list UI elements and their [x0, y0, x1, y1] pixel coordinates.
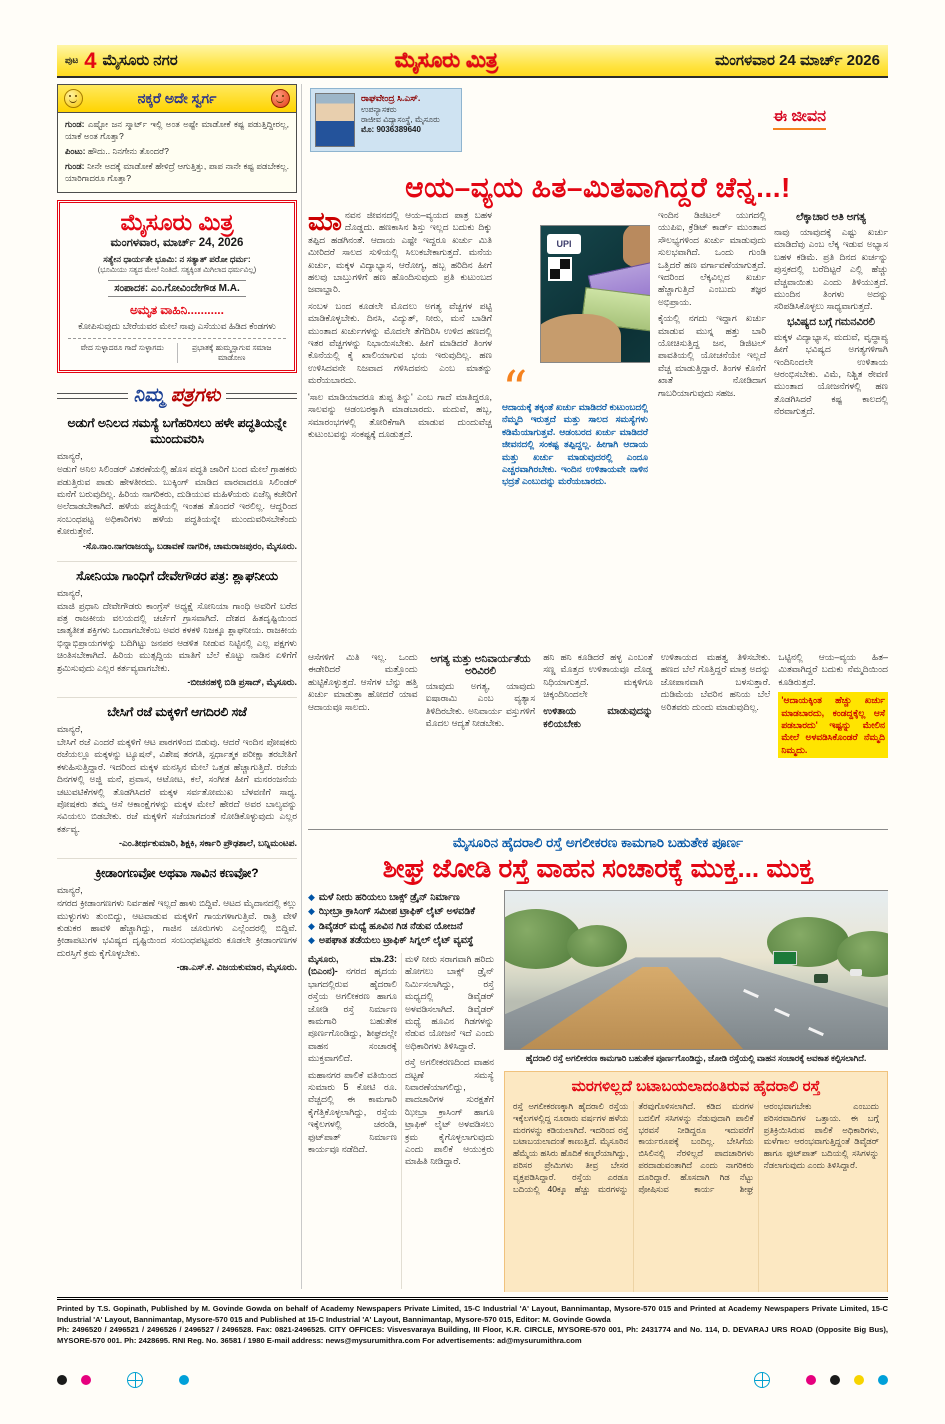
masthead-date: ಮಂಗಳವಾರ, ಮಾರ್ಚ್ 24, 2026 — [110, 237, 244, 250]
bullet-item — [308, 921, 494, 933]
page-number-block — [65, 47, 178, 73]
diamond-bullet-icon: ◆ — [308, 935, 315, 946]
letter-title: ಕ್ರೀಡಾಂಗಣವೋ ಅಥವಾ ಸಾವಿನ ಕಣವೋ? — [95, 866, 259, 881]
tree — [837, 931, 888, 977]
pull-quote-text: ಆದಾಯಕ್ಕೆ ತಕ್ಕಂತೆ ಖರ್ಚು ಮಾಡಿದರೆ ಕುಟುಂಬದಲ್ಲಿ ನೆಮ್ಮದಿ ಇರುತ್ತದೆ ಮತ್ತು ಸಾಲದ ಸಮಸ್ಯೆಗಳು ಕಡಿಮೆಯಾಗುತ್ತವೆ. ಆಡಂಬರದ ಖರ್ಚು ಮಾಡಿದರೆ ಜೀವನದಲ್ಲಿ ಸಂಕಷ್ಟ ತಪ್ಪಿದ್ದಲ್ಲ. ಹೀಗಾಗಿ ಆದಾಯ ಮತ್ತು ಖರ್ಚು ಮಾಡುವುದರಲ್ಲಿ ಎಂದೂ ಎಚ್ಚರವಾಗಿರಬೇಕು. ಇಂದಿನ ಉಳಿತಾಯವೇ ನಾಳಿನ ಭದ್ರತೆ ಎಂಬುದನ್ನು ಮರೆಯಬಾರದು. — [502, 402, 648, 487]
page-word: ಪುಟ — [65, 55, 79, 65]
newspaper-name: ಮೈಸೂರು ಮಿತ್ರ — [120, 209, 234, 236]
road-article-headline: ಶೀಘ್ರ ಜೋಡಿ ರಸ್ತೆ ವಾಹನ ಸಂಚಾರಕ್ಕೆ ಮುಕ್ತ... ಮುಕ್ತ — [382, 853, 814, 883]
letter-signature: -ಸೊ.ನಾಂ.ನಾಗರಾಜಯ್ಯ, ಬಡಾವಣೆ ನಾಗರಿಕ, ಚಾಮರಾಜಪುರಂ, ಮೈಸೂರು. — [82, 540, 297, 551]
joke-line-text: ನೀನೇ ಅದಕ್ಕೆ ಮಾಡೋಕೆ ಹೇಳಿದ್ರೆ ಆಗುತ್ತಿತ್ತು, ಪಾಪ ನಾನೇ ಕಷ್ಟ ಪಡಬೇಕಲ್ಲ. ಯಾರಿಗಾದರೂ ಗೊತ್ತಾ? — [65, 161, 290, 184]
dateline: ಮೈಸೂರು, ಮಾ.23:(ಬಿಎಂನ)- — [308, 953, 397, 977]
article-paragraph: 'ಸಾಲ ಮಾಡಿಯಾದರೂ ತುಪ್ಪ ತಿನ್ನು' ಎಂಬ ಗಾದೆ ಮಾತಿದ್ದರೂ, ಸಾಲವನ್ನು ಆಡಂಬರಕ್ಕಾಗಿ ಮಾಡಬಾರದು. ಮದುವೆ, ಹಬ್ಬ, ಸಮಾರಂಭಗಳಲ್ಲಿ ತೋರಿಕೆಗಾಗಿ ಮಾಡುವ ದುಂದುವೆಚ್ಚ ಕುಟುಂಬವನ್ನು ಸಂಕಷ್ಟಕ್ಕೆ ದೂಡುತ್ತದೆ. — [308, 391, 492, 439]
letter-salutation: ಮಾನ್ಯರೆ, — [57, 451, 83, 462]
reader-letter — [57, 697, 297, 849]
author-meta — [361, 93, 440, 147]
registration-dot-cyan — [179, 1375, 189, 1385]
road-article-kicker: ಮೈಸೂರಿನ ಹೈದರಾಲಿ ರಸ್ತೆ ಅಗಲೀಕರಣ ಕಾಮಗಾರಿ ಬಹುತೇಕ ಪೂರ್ಣ — [452, 835, 744, 850]
life-article-header — [308, 84, 888, 170]
paragraph-text: ನಗರದ ಹೃದಯ ಭಾಗದಲ್ಲಿರುವ ಹೈದರಾಲಿ ರಸ್ತೆಯ ಅಗಲೀಕರಣ ಹಾಗೂ ಜೋಡಿ ರಸ್ತೆ ನಿರ್ಮಾಣ ಕಾಮಗಾರಿ ಬಹುತೇಕ ಪೂರ್ಣಗೊಂಡಿದ್ದು, ಶೀಘ್ರದಲ್ಲೇ ವಾಹನ ಸಂಚಾರಕ್ಕೆ ಮುಕ್ತವಾಗಲಿದೆ. — [308, 966, 397, 1064]
registration-dot-black — [57, 1375, 67, 1385]
author-name: ರಾಘವೇಂದ್ರ ಸಿ.ಎಸ್. — [361, 93, 421, 103]
column-divider — [301, 84, 302, 1289]
joke-line — [65, 145, 289, 157]
subhead-ulitaya: ಉಳಿತಾಯ ಮಾಡುವುದನ್ನು ಕಲಿಯಬೇಕು — [543, 705, 653, 730]
joke-box-header — [58, 85, 296, 113]
article-paragraph: ಇಂದಿನ ಡಿಜಿಟಲ್ ಯುಗದಲ್ಲಿ ಯುಪಿಐ, ಕ್ರೆಡಿಟ್ ಕಾರ್ಡ್ ಮುಂತಾದ ಸೌಲಭ್ಯಗಳಿಂದ ಖರ್ಚು ಮಾಡುವುದು ಸುಲಭವಾಗಿದೆ. ಒಂದು ಗುಂಡಿ ಒತ್ತಿದರೆ ಹಣ ವರ್ಗಾವಣೆಯಾಗುತ್ತದೆ. ಇದರಿಂದ ಲೆಕ್ಕವಿಲ್ಲದ ಖರ್ಚು ಹೆಚ್ಚಾಗುತ್ತಿದೆ ಎಂಬುದು ತಜ್ಞರ ಅಭಿಪ್ರಾಯ. — [658, 210, 766, 307]
article-paragraph — [308, 209, 492, 296]
letter-title: ಬೇಸಿಗೆ ರಜೆ ಮಕ್ಕಳಿಗೆ ಆಗದಿರಲಿ ಸಜೆ — [107, 704, 247, 719]
proverb-right: ಪ್ರಭಾತಕ್ಕೆ ಹುಮ್ಮಸ್ಸಾಗುವ ಸಮಾಜ ಮಾಡೋಣ — [177, 343, 287, 363]
joke-line — [65, 118, 289, 142]
subhead-agatya: ಅಗತ್ಯ ಮತ್ತು ಅನಿವಾರ್ಯತೆಯ ಅರಿವಿರಲಿ — [430, 654, 531, 677]
bullet-text: ಮಳೆ ನೀರು ಹರಿಯಲು ಬಾಕ್ಸ್ ಡ್ರೈನ್ ನಿರ್ಮಾಣ — [318, 892, 460, 903]
car — [850, 969, 862, 976]
letter-body: ನಗರದ ಕ್ರೀಡಾಂಗಣಗಳು ನಿರ್ವಹಣೆ ಇಲ್ಲದೆ ಹಾಳು ಬಿದ್ದಿವೆ. ಆಟದ ಮೈದಾನದಲ್ಲಿ ಕಲ್ಲು ಮುಳ್ಳುಗಳು ತುಂಬಿದ್ದು, ಆಟವಾಡುವ ಮಕ್ಕಳಿಗೆ ಗಾಯಗಳಾಗುತ್ತಿವೆ. ರಾತ್ರಿ ವೇಳೆ ಕುಡುಕರ ಹಾವಳಿ ಹೆಚ್ಚಾಗಿದ್ದು, ಗಾಜಿನ ಚೂರುಗಳು ಎಲ್ಲೆಂದರಲ್ಲಿ ಬಿದ್ದಿವೆ. ಕ್ರೀಡಾಪಟುಗಳ ಭವಿಷ್ಯದ ದೃಷ್ಟಿಯಿಂದ ಸಂಬಂಧಪಟ್ಟವರು ಕೂಡಲೇ ಕ್ರೀಡಾಂಗಣಗಳ ದುರಸ್ತಿಗೆ ಕ್ರಮ ಕೈಗೊಳ್ಳಬೇಕು. — [57, 898, 297, 958]
letter-title: ಅಡುಗೆ ಅನಿಲದ ಸಮಸ್ಯೆ ಬಗೆಹರಿಸಲು ಹಳೇ ಪದ್ಧತಿಯನ್ನೇ ಮುಂದುವರಿಸಿ — [67, 416, 287, 447]
life-article-body-top — [308, 209, 888, 647]
registration-dot-magenta — [806, 1375, 816, 1385]
registration-marks-left — [57, 1372, 189, 1388]
letters-header-word2: ಪತ್ರಗಳು — [170, 385, 221, 407]
laughing-figure-icon — [271, 89, 290, 108]
masthead-box — [57, 200, 297, 373]
road-signboard — [773, 951, 797, 965]
registration-dot-cyan — [878, 1375, 888, 1385]
letter-body: ಅಡುಗೆ ಅನಿಲ ಸಿಲಿಂಡರ್ ವಿತರಣೆಯಲ್ಲಿ ಹೊಸ ಪದ್ಧತಿ ಜಾರಿಗೆ ಬಂದ ಮೇಲೆ ಗ್ರಾಹಕರು ಪಡುತ್ತಿರುವ ಪಾಡು ಹೇಳತೀರದು. ಬುಕ್ಕಿಂಗ್ ಮಾಡಿದ ವಾರವಾದರೂ ಸಿಲಿಂಡರ್ ಮನೆಗೆ ಬರುವುದಿಲ್ಲ. ಹಿರಿಯ ನಾಗರಿಕರು, ದುಡಿಯುವ ಮಹಿಳೆಯರು ಏಜೆನ್ಸಿ ಕಚೇರಿಗೆ ಅಲೆದಾಡಬೇಕಾಗಿದೆ. ಹಳೆಯ ಪದ್ಧತಿಯಲ್ಲಿ ಇಂತಹ ತೊಂದರೆ ಇರಲಿಲ್ಲ. ಆದ್ದರಿಂದ ಸಂಬಂಧಪಟ್ಟ ಅಧಿಕಾರಿಗಳು ಹಳೆಯ ಪದ್ಧತಿಯನ್ನೇ ಮುಂದುವರಿಸಬೇಕೆಂದು ಕೋರುತ್ತೇನೆ. — [57, 464, 297, 537]
hand-giving-money — [623, 225, 650, 268]
article-column — [543, 651, 653, 823]
tree-loss-box — [504, 1071, 888, 1292]
letter-body: ಬೇಸಿಗೆ ರಜೆ ಎಂದರೆ ಮಕ್ಕಳಿಗೆ ಆಟ ಪಾಠಗಳಿಂದ ಬಿಡುವು. ಆದರೆ ಇಂದಿನ ಪೋಷಕರು ರಜೆಯಲ್ಲೂ ಮಕ್ಕಳನ್ನು ಟ್ಯೂಷನ್, ವಿಶೇಷ ತರಗತಿ, ಸ್ಪರ್ಧಾತ್ಮಕ ಪರೀಕ್ಷಾ ತರಬೇತಿಗೆ ಕಳುಹಿಸುತ್ತಿದ್ದಾರೆ. ಇದರಿಂದ ಮಕ್ಕಳ ಮನಸ್ಸಿನ ಮೇಲೆ ಒತ್ತಡ ಹೆಚ್ಚಾಗುತ್ತಿದೆ. ರಜೆಯ ದಿನಗಳಲ್ಲಿ ಅಜ್ಜಿ ಮನೆ, ಪ್ರವಾಸ, ಆಟೋಟ, ಕಲೆ, ಸಂಗೀತ ಹೀಗೆ ಮನರಂಜನೆಯ ಚಟುವಟಿಕೆಗಳಲ್ಲಿ ತೊಡಗಿಸಿದರೆ ಮಕ್ಕಳ ಸರ್ವತೋಮುಖ ಬೆಳವಣಿಗೆ ಸಾಧ್ಯ. ಪೋಷಕರು ತಮ್ಮ ಆಸೆ ಆಕಾಂಕ್ಷೆಗಳನ್ನು ಮಕ್ಕಳ ಮೇಲೆ ಹೇರದೆ ಅವರ ಬಾಲ್ಯವನ್ನು ಸವಿಯಲು ಬಿಡಬೇಕು. ರಜೆ ಮಕ್ಕಳಿಗೆ ಸಜೆಯಾಗದಂತೆ ನೋಡಿಕೊಳ್ಳುವುದು ಎಲ್ಲರ ಕರ್ತವ್ಯ. — [57, 736, 297, 834]
article-paragraph: ನಾವು ಯಾವುದಕ್ಕೆ ಎಷ್ಟು ಖರ್ಚು ಮಾಡಿದೆವು ಎಂಬ ಲೆಕ್ಕ ಇಡುವ ಅಭ್ಯಾಸ ಬಹಳ ಕಡಿಮೆ. ಪ್ರತಿ ದಿನದ ಖರ್ಚನ್ನು ಪುಸ್ತಕದಲ್ಲಿ ಬರೆದಿಟ್ಟರೆ ಎಲ್ಲಿ ಹೆಚ್ಚು ವೆಚ್ಚವಾಯಿತು ಎಂದು ತಿಳಿಯುತ್ತದೆ. ಮುಂದಿನ ತಿಂಗಳು ಅದನ್ನು ಸರಿಪಡಿಸಿಕೊಳ್ಳಲು ಸಾಧ್ಯವಾಗುತ್ತದೆ. — [774, 227, 888, 312]
road-article-right — [504, 890, 888, 1292]
article-paragraph: ಯಾವುದು ಅಗತ್ಯ, ಯಾವುದು ಐಷಾರಾಮಿ ಎಂಬ ವ್ಯತ್ಯಾಸ ತಿಳಿದಿರಬೇಕು. ಅನಿವಾರ್ಯ ವಸ್ತುಗಳಿಗೆ ಮೊದಲ ಆದ್ಯತೆ ನೀಡಬೇಕು. — [425, 681, 536, 729]
joke-speaker: ಪಿಂಟು: — [65, 146, 86, 157]
masthead-foot — [68, 338, 286, 363]
article-column — [308, 651, 418, 823]
motto-sanskrit: ಸತ್ಯೇನ ಧಾರ್ಯತೇ ಭೂಮಿ: ನ ಸತ್ಯಾತ್ ಪರೋ ಧರ್ಮ: — [103, 254, 251, 265]
article-paragraph: ಮಕ್ಕಳ ವಿದ್ಯಾಭ್ಯಾಸ, ಮದುವೆ, ವೃದ್ಧಾಪ್ಯ ಹೀಗೆ ಭವಿಷ್ಯದ ಅಗತ್ಯಗಳಿಗಾಗಿ ಇಂದಿನಿಂದಲೇ ಉಳಿತಾಯ ಆರಂಭಿಸಬೇಕು. ವಿಮೆ, ನಿಶ್ಚಿತ ಠೇವಣಿ ಮುಂತಾದ ಯೋಜನೆಗಳಲ್ಲಿ ಹಣ ತೊಡಗಿಸಿದರೆ ಕಷ್ಟ ಕಾಲದಲ್ಲಿ ನೆರವಾಗುತ್ತದೆ. — [774, 331, 888, 417]
proverb-left: ವೇದ ಸುಳ್ಳಾದರೂ ಗಾದೆ ಸುಳ್ಳಾಗದು — [80, 343, 164, 353]
article-paragraph: ರಸ್ತೆ ಅಗಲೀಕರಣದಿಂದ ವಾಹನ ದಟ್ಟಣೆ ಸಮಸ್ಯೆ ನಿವಾರಣೆಯಾಗಲಿದ್ದು, ಪಾದಚಾರಿಗಳ ಸುರಕ್ಷತೆಗೆ ಝೀಬ್ರಾ ಕ್ರಾಸಿಂಗ್ ಹಾಗೂ ಟ್ರಾಫಿಕ್ ಲೈಟ್ ಅಳವಡಿಸಲು ಕ್ರಮ ಕೈಗೊಳ್ಳಲಾಗುವುದು ಎಂದು ಪಾಲಿಕೆ ಆಯುಕ್ತರು ಮಾಹಿತಿ ನೀಡಿದ್ದಾರೆ. — [405, 1057, 494, 1167]
reader-letter — [57, 416, 297, 551]
author-photo — [315, 93, 355, 147]
registration-cross-icon — [127, 1372, 143, 1388]
subhead-bhavishya: ಭವಿಷ್ಯದ ಬಗ್ಗೆ ಗಮನವಿರಲಿ — [787, 316, 875, 328]
main-headline: ಆಯ–ವ್ಯಯ ಹಿತ–ಮಿತವಾಗಿದ್ದರೆ ಚೆನ್ನ...! — [405, 172, 791, 203]
registration-dot-black — [830, 1375, 840, 1385]
joke-speaker: ಗುಂಡ: — [65, 119, 85, 129]
upi-logo: UPI — [547, 234, 581, 254]
quote-mark-icon: “ — [502, 360, 528, 418]
article-paragraph: ಸಂಬಳ ಬಂದ ಕೂಡಲೇ ಮೊದಲು ಅಗತ್ಯ ವೆಚ್ಚಗಳ ಪಟ್ಟಿ ಮಾಡಿಕೊಳ್ಳಬೇಕು. ದಿನಸಿ, ವಿದ್ಯುತ್, ನೀರು, ಮನೆ ಬಾಡಿಗೆ ಮುಂತಾದ ಖರ್ಚುಗಳನ್ನು ಮೊದಲೇ ತೆಗೆದಿರಿಸಿ ಉಳಿದ ಹಣದಲ್ಲಿ ಇತರ ವೆಚ್ಚಗಳನ್ನು ನಿಭಾಯಿಸಬೇಕು. ಹೀಗೆ ಮಾಡಿದರೆ ತಿಂಗಳ ಕೊನೆಯಲ್ಲಿ ಕೈ ಖಾಲಿಯಾಗುವ ಭಯ ಇರುವುದಿಲ್ಲ. ಹಣ ಉಳಿಸಿದವನೇ ನಿಜವಾದ ಗಳಿಸಿದವನು ಎಂಬ ಮಾತನ್ನು ಮರೆಯಬಾರದು. — [308, 300, 492, 386]
highlight-bullets — [308, 892, 494, 948]
imprint-line: Ph: 2496520 / 2496521 / 2496526 / 2496527 / 2496528. Fax: 0821-2496525. CITY OFFICES: Visvesvaraya Building, III Floor, K.R. CIRCLE, MYSORE-570 001, Ph: 2431774 and No. 114, D. DEVARAJ URS ROAD (Opposite Big Bus), MYSORE-570 001. Ph: 2428695. RNI Reg. No. 36581 / 1980 E-mail address: news@mysurumithra.com For advertisements: ad@mysurumithra.com — [57, 1325, 888, 1345]
money-upi-photo — [540, 225, 650, 363]
motto-translation: (ಭೂಮಿಯು ಸತ್ಯದ ಮೇಲೆ ನಿಂತಿದೆ. ಸತ್ಯಕ್ಕಿಂತ ಮಿಗಿಲಾದ ಧರ್ಮವಿಲ್ಲ) — [97, 265, 257, 275]
bullet-item — [308, 906, 494, 918]
photo-caption: ಹೈದರಾಲಿ ರಸ್ತೆ ಅಗಲೀಕರಣ ಕಾಮಗಾರಿ ಬಹುತೇಕ ಪೂರ್ಣಗೊಂಡಿದ್ದು, ಜೋಡಿ ರಸ್ತೆಯಲ್ಲಿ ವಾಹನ ಸಂಚಾರಕ್ಕೆ ಅವಕಾಶ ಕಲ್ಪಿಸಲಾಗಿದೆ. — [525, 1053, 867, 1063]
article-column — [661, 651, 771, 823]
letter-salutation: ಮಾನ್ಯರೆ, — [57, 587, 83, 598]
smiley-icon — [64, 89, 83, 108]
letter-signature: -ಎಂ.ತೀರ್ಥಕುಮಾರಿ, ಶಿಕ್ಷಕಿ, ಸರ್ಕಾರಿ ಪ್ರೌಢಶಾಲೆ, ಬನ್ನಿಮಂಟಪ. — [119, 838, 297, 849]
reader-letter — [57, 561, 297, 688]
diamond-bullet-icon: ◆ — [308, 906, 315, 917]
author-organisation: ರಾಜೀವ ವಿದ್ಯಾಸಂಸ್ಥೆ, ಮೈಸೂರು — [361, 115, 440, 125]
imprint-line: Printed by T.S. Gopinath, Published by M. Govinde Gowda on behalf of Academy Newspapers Private Limited, 15-C Industrial 'A' Layout, Bannimantap, Mysore-570 015 and Printed at Academy Newspapers Private Limited, 15-C Industrial 'A' Layout, Bannimantap, Mysore-570 015 and Published at 15-C Industrial 'A' Layout, Bannimantap, Mysore-570 015, Editor: M. Govinde Gowda — [57, 1304, 888, 1324]
paragraph-text: ನವನ ಜೀವನದಲ್ಲಿ ಆಯ–ವ್ಯಯದ ಪಾತ್ರ ಬಹಳ ದೊಡ್ಡದು. ಹಣಕಾಸಿನ ಶಿಸ್ತು ಇಲ್ಲದ ಬದುಕು ದಿಕ್ಕು ತಪ್ಪಿದ ಹಡಗಿನಂತೆ. ಆದಾಯ ಎಷ್ಟೇ ಇದ್ದರೂ ಖರ್ಚು ಮಿತಿ ಮೀರಿದರೆ ಸಾಲದ ಸುಳಿಯಲ್ಲಿ ಸಿಲುಕಬೇಕಾಗುತ್ತದೆ. ಮನೆಯ ಖರ್ಚು, ಮಕ್ಕಳ ವಿದ್ಯಾಭ್ಯಾಸ, ಆರೋಗ್ಯ, ಹಬ್ಬ ಹರಿದಿನ ಹೀಗೆ ಹಲವು ಬಾಬ್ತುಗಳಿಗೆ ಹಣ ಹೊಂದಿಸುವುದು ಪ್ರತಿ ಕುಟುಂಬದ ಜವಾಬ್ದಾರಿ. — [308, 210, 492, 295]
article-paragraph: ಆಸೆಗಳಿಗೆ ಮಿತಿ ಇಲ್ಲ. ಒಂದು ಈಡೇರಿದರೆ ಮತ್ತೊಂದು ಹುಟ್ಟಿಕೊಳ್ಳುತ್ತದೆ. ಆಸೆಗಳ ಬೆನ್ನು ಹತ್ತಿ ಖರ್ಚು ಮಾಡುತ್ತಾ ಹೋದರೆ ಯಾವ ಆದಾಯವೂ ಸಾಲದು. — [308, 652, 418, 712]
reader-letter — [57, 858, 297, 973]
drop-cap: ಮಾ — [308, 209, 342, 236]
bullet-item — [308, 892, 494, 904]
article-column — [426, 651, 536, 823]
imprint-footer — [57, 1297, 888, 1347]
editor-line: ಸಂಪಾದಕ: ಎಂ.ಗೋವಿಂದೇಗೌಡ M.A. — [108, 280, 245, 297]
article-paragraph — [308, 953, 397, 1065]
header-rule — [57, 393, 128, 399]
header-rule — [226, 393, 297, 399]
life-article-body-bottom — [308, 651, 888, 823]
hand-receiving-money — [540, 314, 621, 363]
joke-speaker: ಗುಂಡ: — [65, 161, 85, 172]
bullet-text: ಅಪಘಾತ ತಡೆಯಲು ಟ್ರಾಫಿಕ್ ಸಿಗ್ನಲ್ ಲೈಟ್ ವ್ಯವಸ್ಥೆ — [318, 935, 474, 947]
joke-box — [57, 84, 297, 193]
joke-box-title: ನಕ್ಕರೆ ಅದೇ ಸ್ವರ್ಗ — [137, 90, 217, 106]
article-column — [778, 651, 888, 823]
article-paragraph: ಒಟ್ಟಿನಲ್ಲಿ ಆಯ–ವ್ಯಯ ಹಿತ–ಮಿತವಾಗಿದ್ದರೆ ಬದುಕು ನೆಮ್ಮದಿಯಿಂದ ಕೂಡಿರುತ್ತದೆ. — [778, 652, 888, 687]
article-paragraph: ಮಹಾನಗರ ಪಾಲಿಕೆ ವತಿಯಿಂದ ಸುಮಾರು 5 ಕೋಟಿ ರೂ. ವೆಚ್ಚದಲ್ಲಿ ಈ ಕಾಮಗಾರಿ ಕೈಗೆತ್ತಿಕೊಳ್ಳಲಾಗಿದ್ದು, ರಸ್ತೆಯ ಇಕ್ಕೆಲಗಳಲ್ಲಿ ಚರಂಡಿ, ಫುಟ್‌ಪಾತ್ ನಿರ್ಮಾಣ ಕಾರ್ಯವೂ ನಡೆದಿದೆ. — [308, 1069, 397, 1154]
letter-salutation: ಮಾನ್ಯರೆ, — [57, 723, 83, 734]
main-column — [308, 84, 888, 1292]
issue-date: ಮಂಗಳವಾರ 24 ಮಾರ್ಚ್ 2026 — [714, 52, 880, 69]
letter-salutation: ಮಾನ್ಯರೆ, — [57, 885, 83, 896]
subhead-lekkachara: ಲೆಕ್ಕಾಚಾರ ಅತಿ ಅಗತ್ಯ — [796, 212, 866, 223]
joke-line-text: ಎಷ್ಟೋ ಜನ ಸ್ಮಾರ್ಟ್ ಇಲ್ಲಿ ಅಂತ ಅಷ್ಟೇ ಮಾಡೋಕೆ ಕಷ್ಟ ಪಡುತ್ತಿದ್ದೀರಲ್ಲ, ಯಾಕೆ ಅಂತ ಗೊತ್ತಾ? — [65, 119, 289, 142]
author-box — [310, 88, 462, 152]
bullet-text: ಡಿವೈಡರ್ ಮಧ್ಯೆ ಹೂವಿನ ಗಿಡ ನೆಡುವ ಯೋಜನೆ — [318, 920, 463, 932]
author-phone: ಮೊ: 9036389640 — [361, 125, 421, 135]
highlighted-quote: 'ಆದಾಯಕ್ಕಿಂತ ಹೆಚ್ಚು ಖರ್ಚು ಮಾಡಬಾರದು, ಕಂಡದ್ದಕ್ಕೆಲ್ಲ ಆಸೆ ಪಡಬಾರದು' ಇಷ್ಟನ್ನು ಮೇಲಿನ ಮೇಲೆ ಅಳವಡಿಸಿಕೊಂಡರೆ ನೆಮ್ಮದಿ ನಿಮ್ಮದು. — [778, 692, 888, 758]
pull-quote — [500, 360, 650, 488]
auto-rickshaw — [814, 974, 828, 983]
section-label: ಈ ಜೀವನ — [773, 108, 826, 130]
tree-loss-box-title: ಮರಗಳಿಲ್ಲದೆ ಬಟಾಬಯಲಾದಂತಿರುವ ಹೈದರಾಲಿ ರಸ್ತೆ — [571, 1078, 821, 1095]
letters-header-word1: ನಿಮ್ಮ — [133, 385, 165, 407]
registration-dot-yellow — [854, 1375, 864, 1385]
masthead-title: ಮೈಸೂರು ಮಿತ್ರ — [394, 48, 498, 72]
registration-marks-right — [732, 1372, 888, 1388]
joke-text — [58, 113, 296, 192]
tree-loss-box-body: ರಸ್ತೆ ಅಗಲೀಕರಣಕ್ಕಾಗಿ ಹೈದರಾಲಿ ರಸ್ತೆಯ ಇಕ್ಕೆಲಗಳಲ್ಲಿದ್ದ ನೂರಾರು ವರ್ಷಗಳ ಹಳೆಯ ಮರಗಳನ್ನು ಕಡಿಯಲಾಗಿದೆ. ಇದರಿಂದ ರಸ್ತೆ ಬಟಾಬಯಲಾದಂತೆ ಕಾಣುತ್ತಿದೆ. ಮೈಸೂರಿನ ಹೆಮ್ಮೆಯ ಹಸಿರು ಹೊದಿಕೆ ಕಣ್ಮರೆಯಾಗಿದ್ದು, ಪರಿಸರ ಪ್ರೇಮಿಗಳು ತೀವ್ರ ಬೇಸರ ವ್ಯಕ್ತಪಡಿಸಿದ್ದಾರೆ. ರಸ್ತೆಯ ಎರಡೂ ಬದಿಯಲ್ಲಿ 40ಕ್ಕೂ ಹೆಚ್ಚು ಮರಗಳನ್ನು ತೆರವುಗೊಳಿಸಲಾಗಿದೆ. ಕಡಿದ ಮರಗಳ ಬದಲಿಗೆ ಸಸಿಗಳನ್ನು ನೆಡುವುದಾಗಿ ಪಾಲಿಕೆ ಭರವಸೆ ನೀಡಿದ್ದರೂ ಇದುವರೆಗೆ ಕಾರ್ಯರೂಪಕ್ಕೆ ಬಂದಿಲ್ಲ. ಬೇಸಿಗೆಯ ಬಿಸಿಲಿನಲ್ಲಿ ನೆರಳಿಲ್ಲದೆ ಪಾದಚಾರಿಗಳು ಪರದಾಡುವಂತಾಗಿದೆ ಎಂದು ನಾಗರಿಕರು ದೂರಿದ್ದಾರೆ. ಹೊಸದಾಗಿ ಗಿಡ ನೆಟ್ಟು ಪೋಷಿಸುವ ಕಾರ್ಯ ಶೀಘ್ರ ಆರಂಭವಾಗಬೇಕು ಎಂಬುದು ಪರಿಸರವಾದಿಗಳ ಒತ್ತಾಯ. ಈ ಬಗ್ಗೆ ಪ್ರತಿಕ್ರಿಯಿಸಿರುವ ಪಾಲಿಕೆ ಅಧಿಕಾರಿಗಳು, ಮಳೆಗಾಲ ಆರಂಭವಾಗುತ್ತಿದ್ದಂತೆ ಡಿವೈಡರ್ ಹಾಗೂ ಫುಟ್‌ಪಾತ್ ಬದಿಯಲ್ಲಿ ಸಸಿಗಳನ್ನು ನೆಡಲಾಗುವುದು ಎಂದು ತಿಳಿಸಿದ್ದಾರೆ. — [513, 1100, 879, 1194]
article-paragraph: ಹನಿ ಹನಿ ಕೂಡಿದರೆ ಹಳ್ಳ ಎಂಬಂತೆ ಸಣ್ಣ ಮೊತ್ತದ ಉಳಿತಾಯವೂ ದೊಡ್ಡ ನಿಧಿಯಾಗುತ್ತದೆ. ಮಕ್ಕಳಿಗೂ ಚಿಕ್ಕಂದಿನಿಂದಲೇ — [543, 652, 653, 700]
letter-signature: -ಡಾ.ಎಸ್.ಕೆ. ವಿಜಯಕುಮಾರ, ಮೈಸೂರು. — [176, 962, 297, 973]
road-article-left — [308, 890, 494, 1292]
joke-line — [65, 160, 289, 184]
bullet-text: ಝೀಬ್ರಾ ಕ್ರಾಸಿಂಗ್ ಸಮೀಪ ಟ್ರಾಫಿಕ್ ಲೈಟ್ ಅಳವಡಿಕೆ — [318, 906, 475, 918]
qr-code-icon — [550, 259, 570, 279]
page-header-strip — [57, 45, 888, 78]
joke-line-text: ಹೌದು.. ನಿನಗೇನು ತೊಂದರೆ? — [87, 146, 169, 157]
article-media-column — [500, 209, 650, 647]
article-paragraph: ಕೈಯಲ್ಲಿ ನಗದು ಇದ್ದಾಗ ಖರ್ಚು ಮಾಡುವ ಮುನ್ನ ಹತ್ತು ಬಾರಿ ಯೋಚಿಸುತ್ತಿದ್ದ ಜನ, ಡಿಜಿಟಲ್ ಪಾವತಿಯಲ್ಲಿ ಯೋಚನೆಯೇ ಇಲ್ಲದೆ ವೆಚ್ಚ ಮಾಡುತ್ತಿದ್ದಾರೆ. ತಿಂಗಳ ಕೊನೆಗೆ ಖಾತೆ ನೋಡಿದಾಗ ಗಾಬರಿಯಾಗುವುದು ಸಹಜ. — [658, 313, 766, 398]
road-article-content — [308, 890, 888, 1292]
section-name: ಮೈಸೂರು ನಗರ — [102, 52, 178, 69]
left-column — [57, 84, 297, 973]
road-photo — [504, 890, 888, 1050]
registration-dot-magenta — [81, 1375, 91, 1385]
letter-body: ಮಾಜಿ ಪ್ರಧಾನಿ ದೇವೇಗೌಡರು ಕಾಂಗ್ರೆಸ್ ಅಧ್ಯಕ್ಷೆ ಸೋನಿಯಾ ಗಾಂಧಿ ಅವರಿಗೆ ಬರೆದ ಪತ್ರ ರಾಜಕೀಯ ವಲಯದಲ್ಲಿ ಚರ್ಚೆಗೆ ಗ್ರಾಸವಾಗಿದೆ. ದೇಶದ ಹಿತದೃಷ್ಟಿಯಿಂದ ಜಾತ್ಯತೀತ ಶಕ್ತಿಗಳು ಒಂದಾಗಬೇಕೆಂಬ ಅವರ ಕಳಕಳಿ ನಿಜಕ್ಕೂ ಶ್ಲಾಘನೀಯ. ರಾಜಕೀಯ ಭಿನ್ನಾಭಿಪ್ರಾಯಗಳನ್ನು ಬದಿಗಿಟ್ಟು ಜನಪರ ಆಡಳಿತ ನೀಡುವ ನಿಟ್ಟಿನಲ್ಲಿ ಎಲ್ಲ ಪಕ್ಷಗಳು ಚಿಂತಿಸಬೇಕಾಗಿದೆ. ಹಿರಿಯ ಮುತ್ಸದ್ದಿಯ ಮಾತಿಗೆ ಬೆಲೆ ಕೊಟ್ಟು ನಾಡಿನ ಏಳಿಗೆಗೆ ಶ್ರಮಿಸುವುದು ಎಲ್ಲರ ಕರ್ತವ್ಯವಾಗಬೇಕು. — [57, 600, 297, 673]
letter-signature: -ಬೀಚನಹಳ್ಳಿ ಬಿಡಿ ಪ್ರಸಾದ್, ಮೈಸೂರು. — [187, 676, 297, 687]
amrutha-vahini-title: ಅಮೃತ ವಾಹಿನಿ........... — [130, 303, 224, 318]
amrutha-vahini-text: ಕೋಪಿಸುವುದು ಬೇರೆಯವರ ಮೇಲೆ ನಾವು ಎಸೆಯುವ ಹಿಡಿದ ಕೆಂಡಗಳು — [78, 321, 276, 332]
article-paragraph: ಉಳಿತಾಯದ ಮಹತ್ವ ತಿಳಿಸಬೇಕು. ಹಣದ ಬೆಲೆ ಗೊತ್ತಿ‌ದ್ದರೆ ಮಾತ್ರ ಅದನ್ನು ಜೋಪಾನವಾಗಿ ಬಳಸುತ್ತಾರೆ. ದುಡಿಮೆಯ ಬೆವರಿನ ಹನಿಯ ಬೆಲೆ ಅರಿತವರು ದುಂದು ಮಾಡುವುದಿಲ್ಲ. — [660, 652, 771, 712]
article-column — [658, 209, 766, 647]
letter-title: ಸೋನಿಯಾ ಗಾಂಧಿಗೆ ದೇವೇಗೌಡರ ಪತ್ರ: ಶ್ಲಾಘನೀಯ — [76, 568, 278, 583]
article-column — [774, 209, 888, 647]
road-article-text — [308, 953, 494, 1289]
author-role: ಉಪನ್ಯಾಸಕರು — [361, 104, 397, 114]
tree — [567, 925, 627, 967]
road-article — [308, 829, 888, 1292]
page-number: 4 — [84, 47, 97, 73]
article-paragraph: ಮಳೆ ನೀರು ಸರಾಗವಾಗಿ ಹರಿದು ಹೋಗಲು ಬಾಕ್ಸ್ ಡ್ರೈನ್ ನಿರ್ಮಿಸಲಾಗಿದ್ದು, ರಸ್ತೆ ಮಧ್ಯದಲ್ಲಿ ಡಿವೈಡರ್ ಅಳವಡಿಸಲಾಗಿದೆ. ಡಿವೈಡರ್ ಮಧ್ಯೆ ಹೂವಿನ ಗಿಡಗಳನ್ನು ನೆಡುವ ಯೋಜನೆ ಇದೆ ಎಂದು ಅಧಿಕಾರಿಗಳು ತಿಳಿಸಿದ್ದಾರೆ. — [405, 953, 494, 1051]
diamond-bullet-icon: ◆ — [308, 892, 315, 902]
diamond-bullet-icon: ◆ — [308, 920, 315, 931]
article-column — [308, 209, 492, 647]
registration-cross-icon — [754, 1372, 770, 1388]
letters-section-header — [57, 385, 297, 407]
bullet-item — [308, 935, 494, 947]
